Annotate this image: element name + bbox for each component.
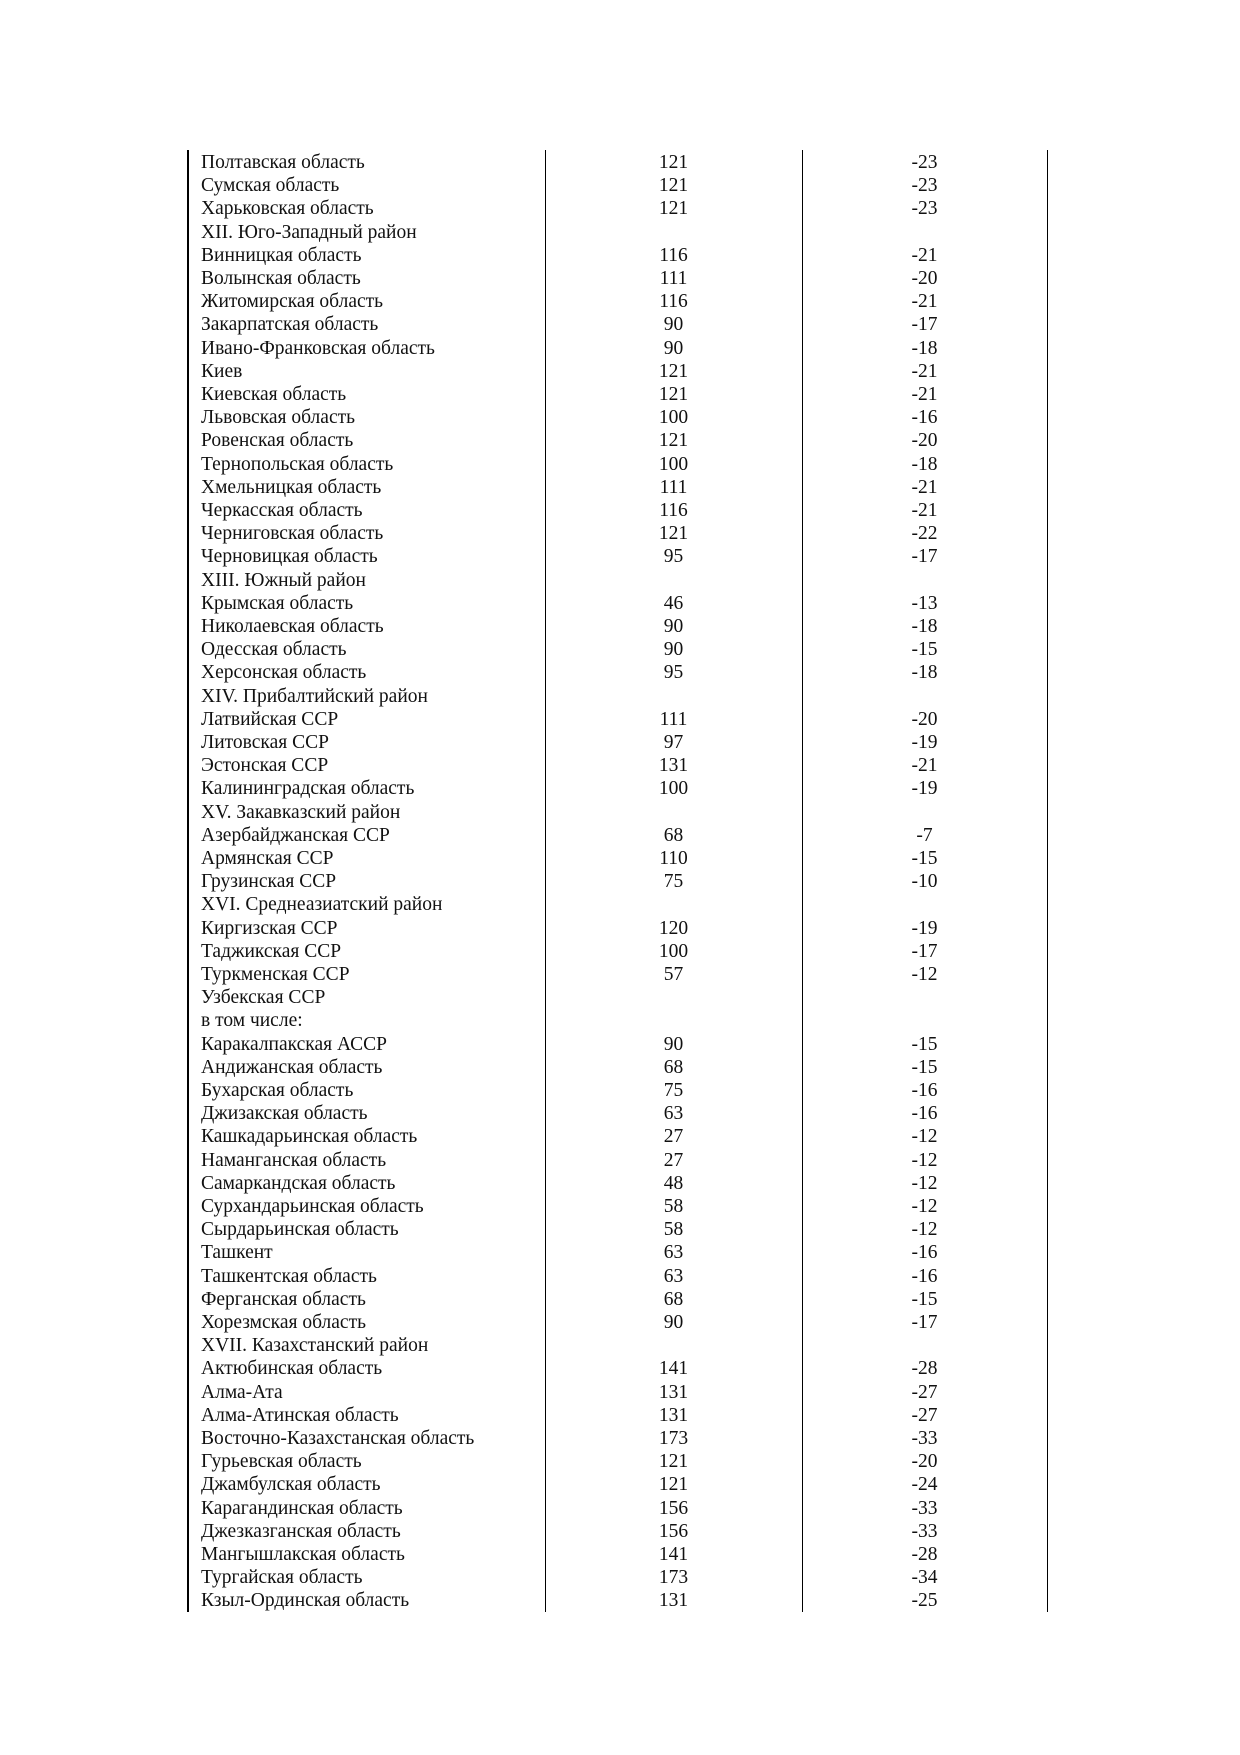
temperature-cell: -12 [911, 1149, 938, 1171]
temperature-cell: -10 [911, 871, 938, 893]
value-cell: 121 [658, 430, 689, 452]
region-name-cell: Ивано-Франковская область [201, 337, 435, 359]
value-cell: 100 [658, 407, 689, 429]
region-name-cell: Джизакская область [201, 1103, 368, 1125]
region-name-cell: Киевская область [201, 384, 347, 405]
temperature-cell: -16 [911, 1265, 938, 1287]
table-row [189, 151, 1047, 174]
value-cell: 90 [663, 639, 684, 661]
value-cell: 68 [663, 1288, 684, 1310]
temperature-cell: -18 [911, 453, 938, 475]
table-row [189, 1543, 1047, 1566]
temperature-cell: -34 [911, 1567, 938, 1589]
temperature-cell: -20 [911, 430, 938, 452]
temperature-cell: -27 [911, 1404, 938, 1426]
section-header-row [189, 801, 1047, 824]
value-cell: 90 [663, 616, 684, 637]
table-row [189, 1520, 1047, 1543]
table-row [189, 1033, 1047, 1056]
table-row [189, 197, 1047, 220]
region-name-cell: Наманганская область [201, 1149, 387, 1171]
temperature-cell: -16 [911, 1242, 938, 1264]
temperature-cell: -19 [911, 917, 938, 939]
value-cell: 46 [663, 592, 684, 614]
temperature-cell: -17 [911, 1312, 938, 1333]
region-name-cell: Киев [201, 360, 243, 382]
table-row [189, 1404, 1047, 1427]
temperature-cell: -16 [911, 407, 938, 429]
table-row [189, 290, 1047, 313]
region-name-cell: Латвийская ССР [201, 708, 339, 730]
region-name-cell: Узбекская ССР [201, 987, 326, 1009]
section-header-row [189, 1334, 1047, 1357]
temperature-cell: -23 [911, 175, 938, 197]
temperature-cell: -21 [911, 384, 938, 405]
table-row [189, 754, 1047, 777]
table-row [189, 708, 1047, 731]
table-row [189, 661, 1047, 684]
table-row [189, 383, 1047, 406]
region-name-cell: Восточно-Казахстанская область [201, 1428, 475, 1449]
temperature-cell: -12 [911, 1219, 938, 1241]
region-name-cell: Винницкая область [201, 244, 362, 266]
region-data-table [187, 150, 1048, 1612]
value-cell: 90 [663, 1033, 684, 1055]
value-cell: 131 [658, 1381, 689, 1403]
value-cell: 68 [663, 1056, 684, 1078]
region-name-cell: Грузинская ССР [201, 871, 337, 893]
value-cell: 141 [658, 1544, 689, 1565]
table-row [189, 592, 1047, 615]
value-cell: 95 [663, 662, 684, 684]
region-name-cell: Джамбулская область [201, 1474, 381, 1496]
value-cell: 75 [663, 1080, 684, 1101]
table-row [189, 522, 1047, 545]
region-name-cell: Карагандинская область [201, 1497, 403, 1519]
value-cell: 63 [663, 1103, 684, 1125]
temperature-cell: -15 [911, 848, 938, 869]
table-row [189, 1149, 1047, 1172]
value-cell: 27 [663, 1149, 684, 1171]
table-row [189, 1357, 1047, 1380]
temperature-cell: -24 [911, 1474, 938, 1496]
temperature-cell: -15 [911, 1056, 938, 1078]
table-row [189, 963, 1047, 986]
region-name-cell: Калининградская область [201, 778, 415, 800]
value-cell: 121 [658, 175, 689, 197]
temperature-cell: -27 [911, 1381, 938, 1403]
value-cell: 100 [658, 453, 689, 475]
region-name-cell: Львовская область [201, 407, 356, 429]
temperature-cell: -33 [911, 1520, 938, 1542]
region-name-cell: Бухарская область [201, 1080, 354, 1101]
table-row [189, 545, 1047, 568]
table-row [189, 1125, 1047, 1148]
region-name-cell: Мангышлакская область [201, 1544, 405, 1565]
temperature-cell: -17 [911, 940, 938, 962]
value-cell: 121 [658, 1451, 689, 1473]
table-row [189, 1241, 1047, 1264]
value-cell: 68 [663, 824, 684, 846]
table-row [189, 313, 1047, 336]
temperature-cell: -19 [911, 732, 938, 753]
table-row [189, 824, 1047, 847]
region-name-cell: Тургайская область [201, 1567, 363, 1589]
table-row [189, 1172, 1047, 1195]
temperature-cell: -18 [911, 662, 938, 684]
temperature-cell: -16 [911, 1080, 938, 1101]
section-header-row [189, 569, 1047, 592]
table-row [189, 360, 1047, 383]
table-row [189, 476, 1047, 499]
temperature-cell: -12 [911, 1196, 938, 1217]
table-row [189, 1566, 1047, 1589]
region-name-cell: XIV. Прибалтийский район [201, 685, 428, 707]
value-cell: 97 [663, 732, 684, 753]
value-cell: 121 [658, 523, 689, 545]
table-row [189, 453, 1047, 476]
temperature-cell: -20 [911, 268, 938, 289]
region-name-cell: XII. Юго-Западный район [201, 221, 417, 243]
value-cell: 90 [663, 337, 684, 359]
value-cell: 90 [663, 314, 684, 336]
value-cell: 173 [658, 1428, 689, 1449]
temperature-cell: -17 [911, 314, 938, 336]
temperature-cell: -15 [911, 1033, 938, 1055]
temperature-cell: -15 [911, 1288, 938, 1310]
region-name-cell: Сырдарьинская область [201, 1219, 399, 1241]
region-name-cell: XIII. Южный район [201, 569, 366, 591]
temperature-cell: -20 [911, 708, 938, 730]
temperature-cell: -25 [911, 1590, 938, 1612]
region-name-cell: Ташкент [201, 1242, 273, 1264]
table-row [189, 337, 1047, 360]
region-name-cell: Литовская ССР [201, 732, 329, 753]
region-name-cell: XV. Закавказский район [201, 801, 401, 823]
region-name-cell: Харьковская область [201, 198, 374, 220]
region-name-cell: Житомирская область [201, 291, 384, 313]
region-name-cell: Одесская область [201, 639, 347, 661]
region-name-cell: Гурьевская область [201, 1451, 362, 1473]
region-name-cell: Кзыл-Ординская область [201, 1590, 410, 1612]
table-row [189, 1450, 1047, 1473]
section-header-row [189, 893, 1047, 916]
temperature-cell: -28 [911, 1544, 938, 1565]
value-cell: 121 [658, 384, 689, 405]
temperature-cell: -21 [911, 500, 938, 521]
value-cell: 156 [658, 1497, 689, 1519]
region-name-cell: Хмельницкая область [201, 476, 382, 498]
region-name-cell: Полтавская область [201, 152, 365, 173]
region-name-cell: Андижанская область [201, 1056, 383, 1078]
temperature-cell: -23 [911, 198, 938, 220]
temperature-cell: -33 [911, 1428, 938, 1449]
table-row [189, 244, 1047, 267]
region-name-cell: Киргизская ССР [201, 917, 338, 939]
table-row [189, 615, 1047, 638]
table-row [189, 1589, 1047, 1612]
section-header-row [189, 685, 1047, 708]
region-name-cell: Азербайджанская ССР [201, 824, 390, 846]
table-row [189, 1195, 1047, 1218]
value-cell: 131 [658, 755, 689, 777]
table-row [189, 406, 1047, 429]
region-name-cell: Сумская область [201, 175, 340, 197]
region-name-cell: Николаевская область [201, 616, 384, 637]
table-row [189, 1427, 1047, 1450]
temperature-cell: -21 [911, 291, 938, 313]
region-name-cell: Закарпатская область [201, 314, 379, 336]
value-cell: 156 [658, 1520, 689, 1542]
table-row [189, 638, 1047, 661]
value-cell: 63 [663, 1242, 684, 1264]
value-cell: 100 [658, 940, 689, 962]
table-row [189, 1497, 1047, 1520]
region-name-cell: Волынская область [201, 268, 361, 289]
region-name-cell: Алма-Ата [201, 1381, 283, 1403]
region-name-cell: Эстонская ССР [201, 755, 329, 777]
temperature-cell: -21 [911, 360, 938, 382]
table-row [189, 1218, 1047, 1241]
temperature-cell: -18 [911, 337, 938, 359]
value-cell: 100 [658, 778, 689, 800]
table-row [189, 847, 1047, 870]
temperature-cell: -7 [916, 824, 933, 846]
value-cell: 121 [658, 1474, 689, 1496]
region-name-cell: XVI. Среднеазиатский район [201, 894, 443, 916]
value-cell: 90 [663, 1312, 684, 1333]
table-row [189, 1311, 1047, 1334]
temperature-cell: -16 [911, 1103, 938, 1125]
table-row [189, 1473, 1047, 1496]
temperature-cell: -28 [911, 1358, 938, 1380]
table-row [189, 174, 1047, 197]
region-name-cell: Алма-Атинская область [201, 1404, 399, 1426]
table-row [189, 1288, 1047, 1311]
temperature-cell: -12 [911, 1172, 938, 1194]
table-row [189, 267, 1047, 290]
value-cell: 141 [658, 1358, 689, 1380]
value-cell: 111 [659, 476, 688, 498]
region-name-cell: Ферганская область [201, 1288, 366, 1310]
value-cell: 120 [658, 917, 689, 939]
value-cell: 58 [663, 1196, 684, 1217]
value-cell: 173 [658, 1567, 689, 1589]
table-row [189, 870, 1047, 893]
value-cell: 116 [659, 291, 688, 313]
region-name-cell: Джезказганская область [201, 1520, 401, 1542]
table-row [189, 917, 1047, 940]
region-name-cell: Крымская область [201, 592, 354, 614]
table-row [189, 1056, 1047, 1079]
value-cell: 116 [659, 244, 688, 266]
value-cell: 121 [658, 198, 689, 220]
region-name-cell: Ташкентская область [201, 1265, 377, 1287]
section-header-row [189, 221, 1047, 244]
region-name-cell: Самаркандская область [201, 1172, 396, 1194]
value-cell: 116 [659, 500, 688, 521]
value-cell: 111 [659, 268, 688, 289]
section-header-row [189, 986, 1047, 1009]
value-cell: 131 [658, 1590, 689, 1612]
value-cell: 111 [659, 708, 688, 730]
temperature-cell: -20 [911, 1451, 938, 1473]
temperature-cell: -23 [911, 152, 938, 173]
temperature-cell: -33 [911, 1497, 938, 1519]
region-name-cell: XVII. Казахстанский район [201, 1335, 429, 1357]
temperature-cell: -21 [911, 476, 938, 498]
value-cell: 58 [663, 1219, 684, 1241]
value-cell: 57 [663, 964, 684, 985]
region-name-cell: Черниговская область [201, 523, 384, 545]
value-cell: 48 [663, 1172, 684, 1194]
region-name-cell: в том числе: [201, 1010, 303, 1032]
region-name-cell: Черкасская область [201, 500, 363, 521]
region-name-cell: Армянская ССР [201, 848, 334, 869]
table-row [189, 429, 1047, 452]
table-row [189, 1381, 1047, 1404]
region-name-cell: Актюбинская область [201, 1358, 383, 1380]
table-row [189, 1265, 1047, 1288]
region-name-cell: Таджикская ССР [201, 940, 342, 962]
region-name-cell: Херсонская область [201, 662, 367, 684]
table-row [189, 1079, 1047, 1102]
region-name-cell: Каракалпакская АССР [201, 1033, 387, 1055]
value-cell: 27 [663, 1126, 684, 1148]
table-row [189, 731, 1047, 754]
table-row [189, 777, 1047, 800]
temperature-cell: -17 [911, 546, 938, 568]
temperature-cell: -22 [911, 523, 938, 545]
region-name-cell: Ровенская область [201, 430, 354, 452]
table-row [189, 499, 1047, 522]
temperature-cell: -19 [911, 778, 938, 800]
table-row [189, 1102, 1047, 1125]
value-cell: 75 [663, 871, 684, 893]
region-name-cell: Кашкадарьинская область [201, 1126, 418, 1148]
temperature-cell: -21 [911, 244, 938, 266]
temperature-cell: -15 [911, 639, 938, 661]
section-header-row [189, 1009, 1047, 1032]
temperature-cell: -12 [911, 1126, 938, 1148]
temperature-cell: -18 [911, 616, 938, 637]
temperature-cell: -21 [911, 755, 938, 777]
region-name-cell: Хорезмская область [201, 1312, 366, 1333]
value-cell: 121 [658, 152, 689, 173]
value-cell: 63 [663, 1265, 684, 1287]
temperature-cell: -13 [911, 592, 938, 614]
value-cell: 131 [658, 1404, 689, 1426]
region-name-cell: Туркменская ССР [201, 964, 350, 985]
region-name-cell: Тернопольская область [201, 453, 394, 475]
value-cell: 121 [658, 360, 689, 382]
table-row [189, 940, 1047, 963]
temperature-cell: -12 [911, 964, 938, 985]
region-name-cell: Черновицкая область [201, 546, 378, 568]
region-name-cell: Сурхандарьинская область [201, 1196, 424, 1217]
value-cell: 110 [659, 848, 688, 869]
value-cell: 95 [663, 546, 684, 568]
